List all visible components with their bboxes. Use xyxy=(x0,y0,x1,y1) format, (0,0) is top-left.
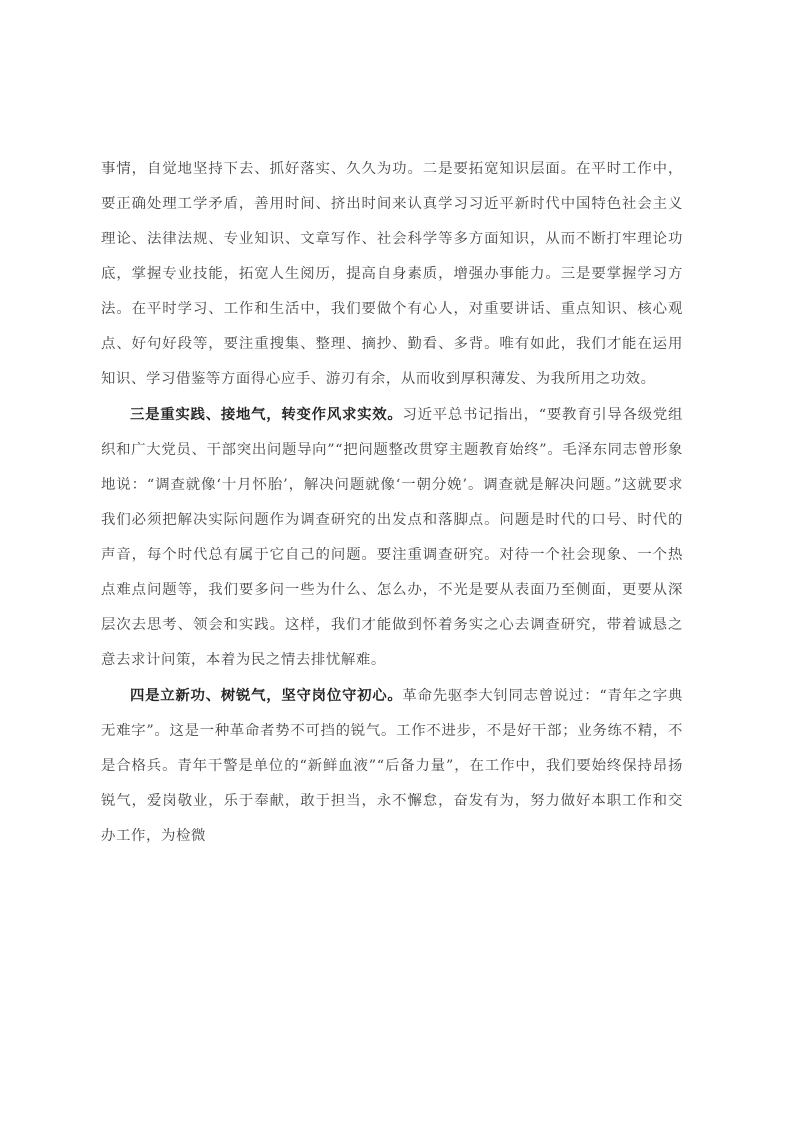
paragraph-text: 习近平总书记指出，“要教育引导各级党组织和广大党员、干部突出问题导向”“把问题整改贯穿主题教育始终”。毛泽东同志曾形象地说：“调查就像‘十月怀胎’，解决问题就像‘一朝分娩’。调查就是解决问题。”这就要求我们必须把解决实际问题作为调查研究的出发点和落脚点。问题是时代的口号、时代的声音，每个时代总有属于它自己的问题。要注重调查研究。对待一个社会现象、一个热点难点问题等，我们要多问一些为什么、怎么办，不光是要从表面乃至侧面，更要从深层次去思考、领会和实践。这样，我们才能做到怀着务实之心去调查研究，带着诚恳之意去求计问策，本着为民之情去排忧解难。 xyxy=(101,407,683,668)
paragraph-section-three xyxy=(101,397,683,678)
section-heading: 三是重实践、接地气，转变作风求实效。 xyxy=(130,406,403,423)
paragraph-text: 革命先驱李大钊同志曾说过：“青年之字典无难字”。这是一种革命者势不可挡的锐气。工作不进步，不是好干部；业务练不精，不是合格兵。青年干警是单位的“新鲜血液”“后备力量”，在工作中，我们要始终保持昂扬锐气，爱岗敬业，乐于奉献，敢于担当，永不懈怠，奋发有为，努力做好本职工作和交办工作，为检微 xyxy=(101,688,683,844)
paragraph-text: 事情，自觉地坚持下去、抓好落实、久久为功。二是要拓宽知识层面。在平时工作中，要正确处理工学矛盾，善用时间、挤出时间来认真学习习近平新时代中国特色社会主义理论、法律法规、专业知识、文章写作、社会科学等多方面知识，从而不断打牢理论功底，掌握专业技能，拓宽人生阅历，提高自身素质，增强办事能力。三是要掌握学习方法。在平时学习、工作和生活中，我们要做个有心人，对重要讲话、重点知识、核心观点、好句好段等，要注重搜集、整理、摘抄、勤看、多背。唯有如此，我们才能在运用知识、学习借鉴等方面得心应手、游刃有余，从而收到厚积薄发、为我所用之功效。 xyxy=(101,161,683,387)
section-heading: 四是立新功、树锐气，坚守岗位守初心。 xyxy=(130,687,403,704)
paragraph-continued xyxy=(101,152,683,397)
document-page xyxy=(101,152,683,854)
paragraph-section-four xyxy=(101,678,683,854)
